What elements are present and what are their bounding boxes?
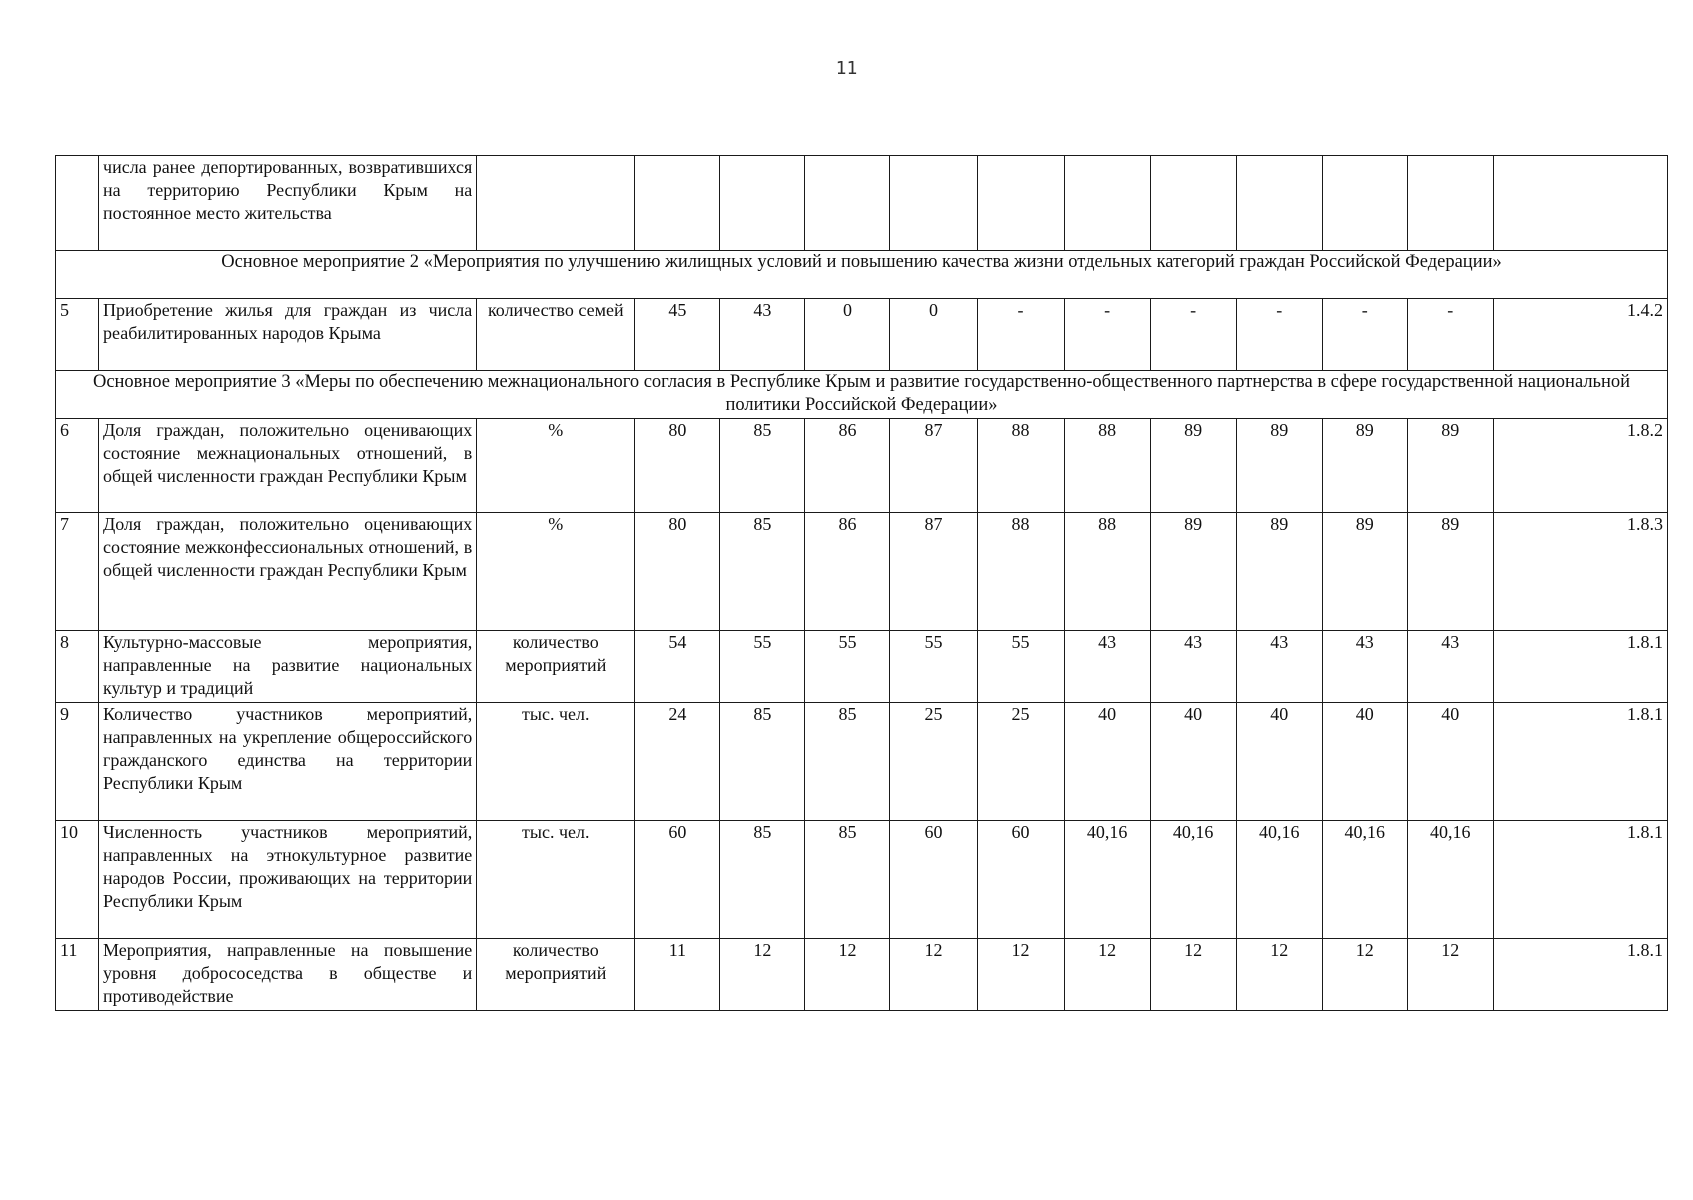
value-cell: 25 xyxy=(890,703,977,821)
program-link-cell: 1.8.2 xyxy=(1493,419,1667,513)
value-cell xyxy=(1236,156,1322,251)
value-cell: 89 xyxy=(1150,513,1236,631)
indicator-name-cell: Численность участников мероприятий, направленных на этнокультурное развитие народов России, проживающих на территории Республики Крым xyxy=(99,821,477,939)
value-cell: 89 xyxy=(1322,513,1407,631)
program-link-cell xyxy=(1493,156,1667,251)
value-cell: 40 xyxy=(1407,703,1493,821)
value-cell: 60 xyxy=(890,821,977,939)
row-number-cell: 6 xyxy=(56,419,99,513)
value-cell xyxy=(1322,156,1407,251)
value-cell xyxy=(1150,156,1236,251)
value-cell: 89 xyxy=(1150,419,1236,513)
unit-cell: тыс. чел. xyxy=(477,821,635,939)
value-cell: 40 xyxy=(1064,703,1150,821)
value-cell: 85 xyxy=(805,821,890,939)
value-cell: 0 xyxy=(890,299,977,371)
table-row-continuation xyxy=(56,156,1668,251)
value-cell: 89 xyxy=(1236,419,1322,513)
value-cell: 40,16 xyxy=(1322,821,1407,939)
value-cell: 40 xyxy=(1236,703,1322,821)
value-cell: 85 xyxy=(720,821,805,939)
row-number-cell: 8 xyxy=(56,631,99,703)
table-row xyxy=(56,631,1668,703)
program-link-cell: 1.8.1 xyxy=(1493,631,1667,703)
row-number-cell: 10 xyxy=(56,821,99,939)
value-cell: 89 xyxy=(1236,513,1322,631)
row-number-cell: 9 xyxy=(56,703,99,821)
unit-cell: тыс. чел. xyxy=(477,703,635,821)
value-cell: 89 xyxy=(1322,419,1407,513)
table-row xyxy=(56,513,1668,631)
value-cell xyxy=(805,156,890,251)
value-cell: 88 xyxy=(977,513,1064,631)
value-cell: 40 xyxy=(1322,703,1407,821)
table-row xyxy=(56,419,1668,513)
unit-cell: количество мероприятий xyxy=(477,631,635,703)
value-cell: 85 xyxy=(720,419,805,513)
value-cell: - xyxy=(1236,299,1322,371)
program-link-cell: 1.8.1 xyxy=(1493,821,1667,939)
value-cell: 60 xyxy=(635,821,720,939)
value-cell xyxy=(977,156,1064,251)
value-cell: 12 xyxy=(977,939,1064,1011)
indicators-table xyxy=(55,155,1668,1011)
value-cell: 89 xyxy=(1407,513,1493,631)
value-cell: 40,16 xyxy=(1236,821,1322,939)
unit-cell: % xyxy=(477,419,635,513)
row-number-cell: 7 xyxy=(56,513,99,631)
value-cell: 55 xyxy=(720,631,805,703)
value-cell: 12 xyxy=(890,939,977,1011)
section-header-row xyxy=(56,251,1668,299)
value-cell: 43 xyxy=(1064,631,1150,703)
value-cell xyxy=(890,156,977,251)
program-link-cell: 1.4.2 xyxy=(1493,299,1667,371)
value-cell xyxy=(1407,156,1493,251)
value-cell xyxy=(1064,156,1150,251)
value-cell: 45 xyxy=(635,299,720,371)
value-cell: 54 xyxy=(635,631,720,703)
indicator-name-cell: Количество участников мероприятий, направленных на укрепление общероссийского гражданского единства на территории Республики Крым xyxy=(99,703,477,821)
unit-cell xyxy=(477,156,635,251)
program-link-cell: 1.8.1 xyxy=(1493,703,1667,821)
value-cell: 43 xyxy=(1236,631,1322,703)
value-cell: 86 xyxy=(805,419,890,513)
indicator-name-cell: Приобретение жилья для граждан из числа реабилитированных народов Крыма xyxy=(99,299,477,371)
value-cell: 12 xyxy=(1150,939,1236,1011)
row-number-cell xyxy=(56,156,99,251)
value-cell xyxy=(720,156,805,251)
value-cell xyxy=(635,156,720,251)
value-cell: 60 xyxy=(977,821,1064,939)
indicator-name-cell: Доля граждан, положительно оценивающих состояние межнациональных отношений, в общей численности граждан Республики Крым xyxy=(99,419,477,513)
value-cell: 55 xyxy=(890,631,977,703)
value-cell: 40,16 xyxy=(1407,821,1493,939)
table-row xyxy=(56,939,1668,1011)
row-number-cell: 5 xyxy=(56,299,99,371)
row-number-cell: 11 xyxy=(56,939,99,1011)
value-cell: 80 xyxy=(635,419,720,513)
value-cell: - xyxy=(1322,299,1407,371)
indicator-name-cell: Доля граждан, положительно оценивающих состояние межконфессиональных отношений, в общей численности граждан Республики Крым xyxy=(99,513,477,631)
value-cell: 88 xyxy=(1064,419,1150,513)
value-cell: 89 xyxy=(1407,419,1493,513)
value-cell: 25 xyxy=(977,703,1064,821)
value-cell: - xyxy=(1064,299,1150,371)
value-cell: 85 xyxy=(720,513,805,631)
value-cell: 88 xyxy=(977,419,1064,513)
table-row xyxy=(56,821,1668,939)
table-row xyxy=(56,299,1668,371)
value-cell: 0 xyxy=(805,299,890,371)
value-cell: 85 xyxy=(805,703,890,821)
value-cell: 87 xyxy=(890,513,977,631)
value-cell: 12 xyxy=(1064,939,1150,1011)
value-cell: 12 xyxy=(805,939,890,1011)
value-cell: 85 xyxy=(720,703,805,821)
program-link-cell: 1.8.1 xyxy=(1493,939,1667,1011)
value-cell: 12 xyxy=(1236,939,1322,1011)
value-cell: 88 xyxy=(1064,513,1150,631)
indicator-name-cell: Мероприятия, направленные на повышение уровня добрососедства в обществе и противодействие xyxy=(99,939,477,1011)
value-cell: - xyxy=(1407,299,1493,371)
value-cell: 12 xyxy=(720,939,805,1011)
indicator-name-cell: числа ранее депортированных, возвратившихся на территорию Республики Крым на постоянное место жительства xyxy=(99,156,477,251)
value-cell: 86 xyxy=(805,513,890,631)
table-row xyxy=(56,703,1668,821)
value-cell: 40,16 xyxy=(1150,821,1236,939)
unit-cell: количество мероприятий xyxy=(477,939,635,1011)
section-title: Основное мероприятие 2 «Мероприятия по улучшению жилищных условий и повышению качества жизни отдельных категорий граждан Российской Федерации» xyxy=(56,251,1668,299)
value-cell: 87 xyxy=(890,419,977,513)
value-cell: 43 xyxy=(720,299,805,371)
value-cell: 43 xyxy=(1150,631,1236,703)
value-cell: 55 xyxy=(805,631,890,703)
value-cell: 40 xyxy=(1150,703,1236,821)
section-title: Основное мероприятие 3 «Меры по обеспечению межнационального согласия в Республике Крым и развитие государственно-общественного партнерства в сфере государственной национальной политики Российской Федерации» xyxy=(56,371,1668,419)
section-header-row xyxy=(56,371,1668,419)
value-cell: 12 xyxy=(1407,939,1493,1011)
unit-cell: количество семей xyxy=(477,299,635,371)
value-cell: 43 xyxy=(1407,631,1493,703)
value-cell: 24 xyxy=(635,703,720,821)
value-cell: 55 xyxy=(977,631,1064,703)
value-cell: 11 xyxy=(635,939,720,1011)
value-cell: - xyxy=(1150,299,1236,371)
page-number: 11 xyxy=(835,58,858,79)
value-cell: - xyxy=(977,299,1064,371)
value-cell: 80 xyxy=(635,513,720,631)
value-cell: 40,16 xyxy=(1064,821,1150,939)
program-link-cell: 1.8.3 xyxy=(1493,513,1667,631)
unit-cell: % xyxy=(477,513,635,631)
value-cell: 43 xyxy=(1322,631,1407,703)
value-cell: 12 xyxy=(1322,939,1407,1011)
indicator-name-cell: Культурно-массовые мероприятия, направленные на развитие национальных культур и традиций xyxy=(99,631,477,703)
